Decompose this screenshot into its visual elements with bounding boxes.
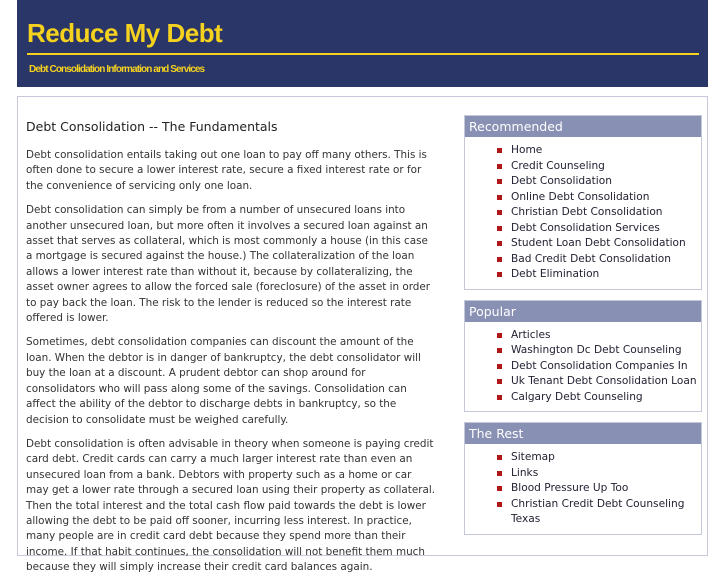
main-content [26, 118, 436, 585]
link-label[interactable]: Christian Debt Consolidation [511, 206, 663, 218]
the-rest-box [464, 422, 702, 535]
link-label[interactable]: Links [511, 466, 539, 479]
recommended-list [465, 137, 701, 289]
article-paragraph: Debt consolidation is often advisable in theory when someone is paying credit card debt. Credit cards can carry a much larger interest rate than even an unsecured loan from a bank. Debtors with property such as a home or car may get a lower rate through a secured loan using their property as collateral. Then the total interest and the total cash flow paid towards the debt is lower allowing the debt to be paid off sooner, incurring less interest. In practice, many people are in credit card debt because they spend more than their income. If that habit continues, the consolidation will not benefit them much because they will simply increase their credit card balances again. [26, 437, 436, 574]
bullet-icon [497, 348, 502, 353]
bullet-icon [497, 164, 502, 169]
link-label[interactable]: Online Debt Consolidation [511, 190, 650, 203]
recommended-box [464, 115, 702, 290]
nav-link-articles[interactable] [511, 328, 701, 344]
bullet-icon [497, 455, 502, 460]
the-rest-title: The Rest [465, 423, 701, 444]
bullet-icon [497, 471, 502, 476]
bullet-icon [497, 333, 502, 338]
nav-link-debt-consolidation[interactable] [511, 174, 701, 190]
article-paragraph: Sometimes, debt consolidation companies can discount the amount of the loan. When the debtor is in danger of bankruptcy, the debt consolidator will buy the loan at a discount. A prudent debtor can shop around for consolidators who will pass along some of the savings. Consolidation can affect the ability of the debtor to discharge debts in bankruptcy, so the decision to consolidate must be weighed carefully. [26, 336, 421, 426]
bullet-icon [497, 241, 502, 246]
recommended-title: Recommended [465, 116, 701, 137]
bullet-icon [497, 272, 502, 277]
nav-link-home[interactable] [511, 143, 701, 159]
link-label[interactable]: Debt Consolidation Companies In [511, 359, 688, 372]
nav-link-bad-credit-debt-consolidation[interactable] [511, 252, 701, 268]
site-title[interactable]: Reduce My Debt [27, 18, 223, 48]
article-paragraph: Debt consolidation can simply be from a number of unsecured loans into another unsecured loan, but more often it involves a secured loan against an asset that serves as collateral, which is most commonly a house (in this case a mortgage is secured against the house.) The collateralization of the loan allows a lower interest rate than without it, because by collateralizing, the asset owner agrees to allow the forced sale (foreclosure) of the asset in order to pay back the loan. The risk to the lender is reduced so the interest rate offered is lower. [26, 204, 431, 325]
bullet-icon [497, 210, 502, 215]
link-label[interactable]: Student Loan Debt Consolidation [511, 237, 686, 249]
link-label[interactable]: Debt Consolidation [511, 175, 612, 187]
nav-link-debt-elimination[interactable] [511, 267, 701, 283]
popular-list [465, 322, 701, 412]
the-rest-list [465, 444, 701, 534]
nav-link-online-debt-consolidation[interactable] [511, 190, 701, 206]
link-label[interactable]: Washington Dc Debt Counseling [511, 344, 682, 356]
sidebar [464, 115, 702, 545]
popular-title: Popular [465, 301, 701, 322]
bullet-icon [497, 195, 502, 200]
article-paragraph: Debt consolidation entails taking out one loan to pay off many others. This is often done to secure a lower interest rate, secure a fixed interest rate or for the convenience of servicing only one loan. [26, 149, 427, 192]
link-label[interactable]: Debt Consolidation Services [511, 221, 660, 234]
nav-link-credit-counseling[interactable] [511, 159, 701, 175]
title-divider [27, 53, 699, 55]
link-label[interactable]: Home [511, 144, 543, 156]
site-header [17, 0, 708, 87]
link-label[interactable]: Debt Elimination [511, 268, 600, 280]
link-label[interactable]: Christian Credit Debt Counseling Texas [511, 497, 685, 525]
bullet-icon [497, 502, 502, 507]
nav-link-calgary-debt-counseling[interactable] [511, 390, 701, 406]
bullet-icon [497, 257, 502, 262]
nav-link-christian-credit-debt-counseling-texas[interactable] [511, 497, 701, 528]
nav-link-washington-dc-debt-counseling[interactable] [511, 343, 701, 359]
popular-box [464, 300, 702, 413]
link-label[interactable]: Calgary Debt Counseling [511, 390, 643, 403]
bullet-icon [497, 148, 502, 153]
link-label[interactable]: Bad Credit Debt Consolidation [511, 252, 671, 265]
nav-link-sitemap[interactable] [511, 450, 701, 466]
nav-link-debt-consolidation-services[interactable] [511, 221, 701, 237]
article-heading: Debt Consolidation -- The Fundamentals [26, 119, 278, 134]
nav-link-christian-debt-consolidation[interactable] [511, 205, 701, 221]
link-label[interactable]: Blood Pressure Up Too [511, 482, 629, 494]
nav-link-student-loan-debt-consolidation[interactable] [511, 236, 701, 252]
link-label[interactable]: Sitemap [511, 451, 555, 463]
link-label[interactable]: Credit Counseling [511, 159, 605, 172]
bullet-icon [497, 379, 502, 384]
bullet-icon [497, 486, 502, 491]
nav-link-uk-tenant-debt-consolidation-loan[interactable] [511, 374, 701, 390]
site-tagline: Debt Consolidation Information and Services [29, 64, 205, 75]
bullet-icon [497, 226, 502, 231]
nav-link-debt-consolidation-companies[interactable] [511, 359, 701, 375]
bullet-icon [497, 395, 502, 400]
nav-link-blood-pressure-up-too[interactable] [511, 481, 701, 497]
nav-link-links[interactable] [511, 466, 701, 482]
bullet-icon [497, 179, 502, 184]
bullet-icon [497, 364, 502, 369]
link-label[interactable]: Uk Tenant Debt Consolidation Loan [511, 375, 697, 387]
link-label[interactable]: Articles [511, 328, 551, 341]
